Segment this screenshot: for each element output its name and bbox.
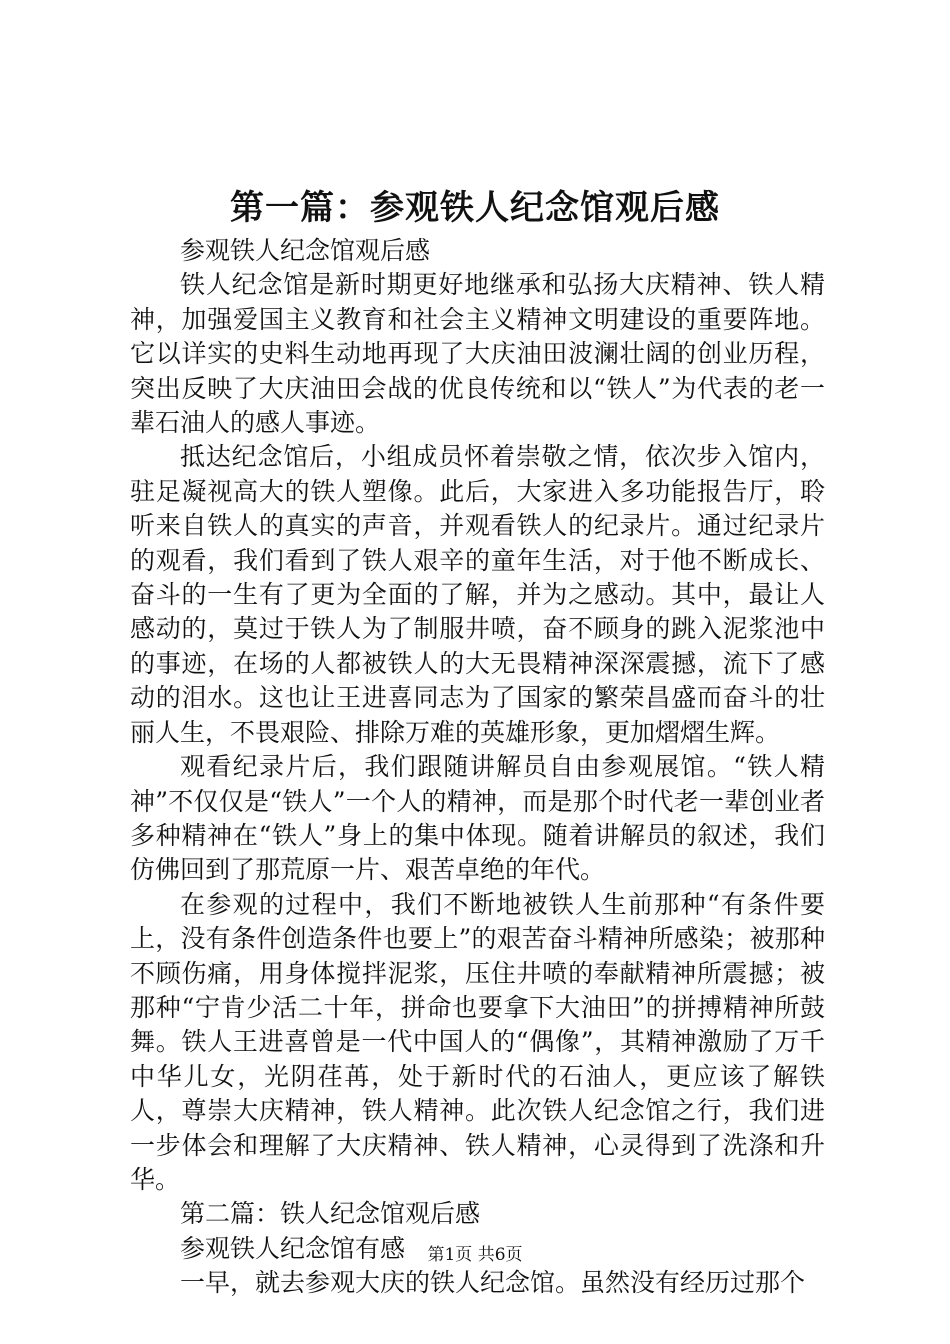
paragraph-subtitle-2: 参观铁人纪念馆有感: [180, 1233, 406, 1263]
paragraph-intro: 铁人纪念馆是新时期更好地继承和弘扬大庆精神、铁人精神，加强爱国主义教育和社会主义精神文明建设的重要阵地。它以详实的史料生动地再现了大庆油田波澜壮阔的创业历程，突出反映了大庆油田会战的优良传统和以“铁人”为代表的老一辈石油人的感人事迹。: [130, 270, 825, 438]
document-body: [130, 234, 825, 1301]
paragraph-subtitle-1: 参观铁人纪念馆观后感: [180, 236, 431, 265]
paragraph-exhibition: 观看纪录片后，我们跟随讲解员自由参观展馆。“铁人精神”不仅仅是“铁人”一个人的精神，而是那个时代老一辈创业者多种精神在“铁人”身上的集中体现。随着讲解员的叙述，我们仿佛回到了那荒原一片、艰苦卓绝的年代。: [130, 752, 825, 885]
paragraph-section-2-heading: 第二篇：铁人纪念馆观后感: [180, 1199, 481, 1229]
paragraph-visit: 抵达纪念馆后，小组成员怀着崇敬之情，依次步入馆内，驻足凝视高大的铁人塑像。此后，大家进入多功能报告厅，聆听来自铁人的真实的声音，并观看铁人的纪录片。通过纪录片的观看，我们看到了铁人艰辛的童年生活，对于他不断成长、奋斗的一生有了更为全面的了解，并为之感动。其中，最让人感动的，莫过于铁人为了制服井喷，奋不顾身的跳入泥浆池中的事迹，在场的人都被铁人的大无畏精神深深震撼，流下了感动的泪水。这也让王进喜同志为了国家的繁荣昌盛而奋斗的壮丽人生，不畏艰险、排除万难的英雄形象，更加熠熠生辉。: [130, 442, 825, 747]
document-title: 第一篇：参观铁人纪念馆观后感: [230, 188, 720, 228]
page-number-footer: 第1页 共6页: [427, 1245, 523, 1265]
paragraph-section-2-start: 一早，就去参观大庆的铁人纪念馆。虽然没有经历过那个: [180, 1268, 806, 1298]
paragraph-reflection: 在参观的过程中，我们不断地被铁人生前那种“有条件要上，没有条件创造条件也要上”的艰苦奋斗精神所感染；被那种不顾伤痛，用身体搅拌泥浆，压住井喷的奉献精神所震撼；被那种“宁肯少活二十年，拼命也要拿下大油田”的拼搏精神所鼓舞。铁人王进喜曾是一代中国人的“偶像”，其精神激励了万千中华儿女，光阴荏苒，处于新时代的石油人，更应该了解铁人，尊崇大庆精神，铁人精神。此次铁人纪念馆之行，我们进一步体会和理解了大庆精神、铁人精神，心灵得到了洗涤和升华。: [130, 889, 825, 1194]
